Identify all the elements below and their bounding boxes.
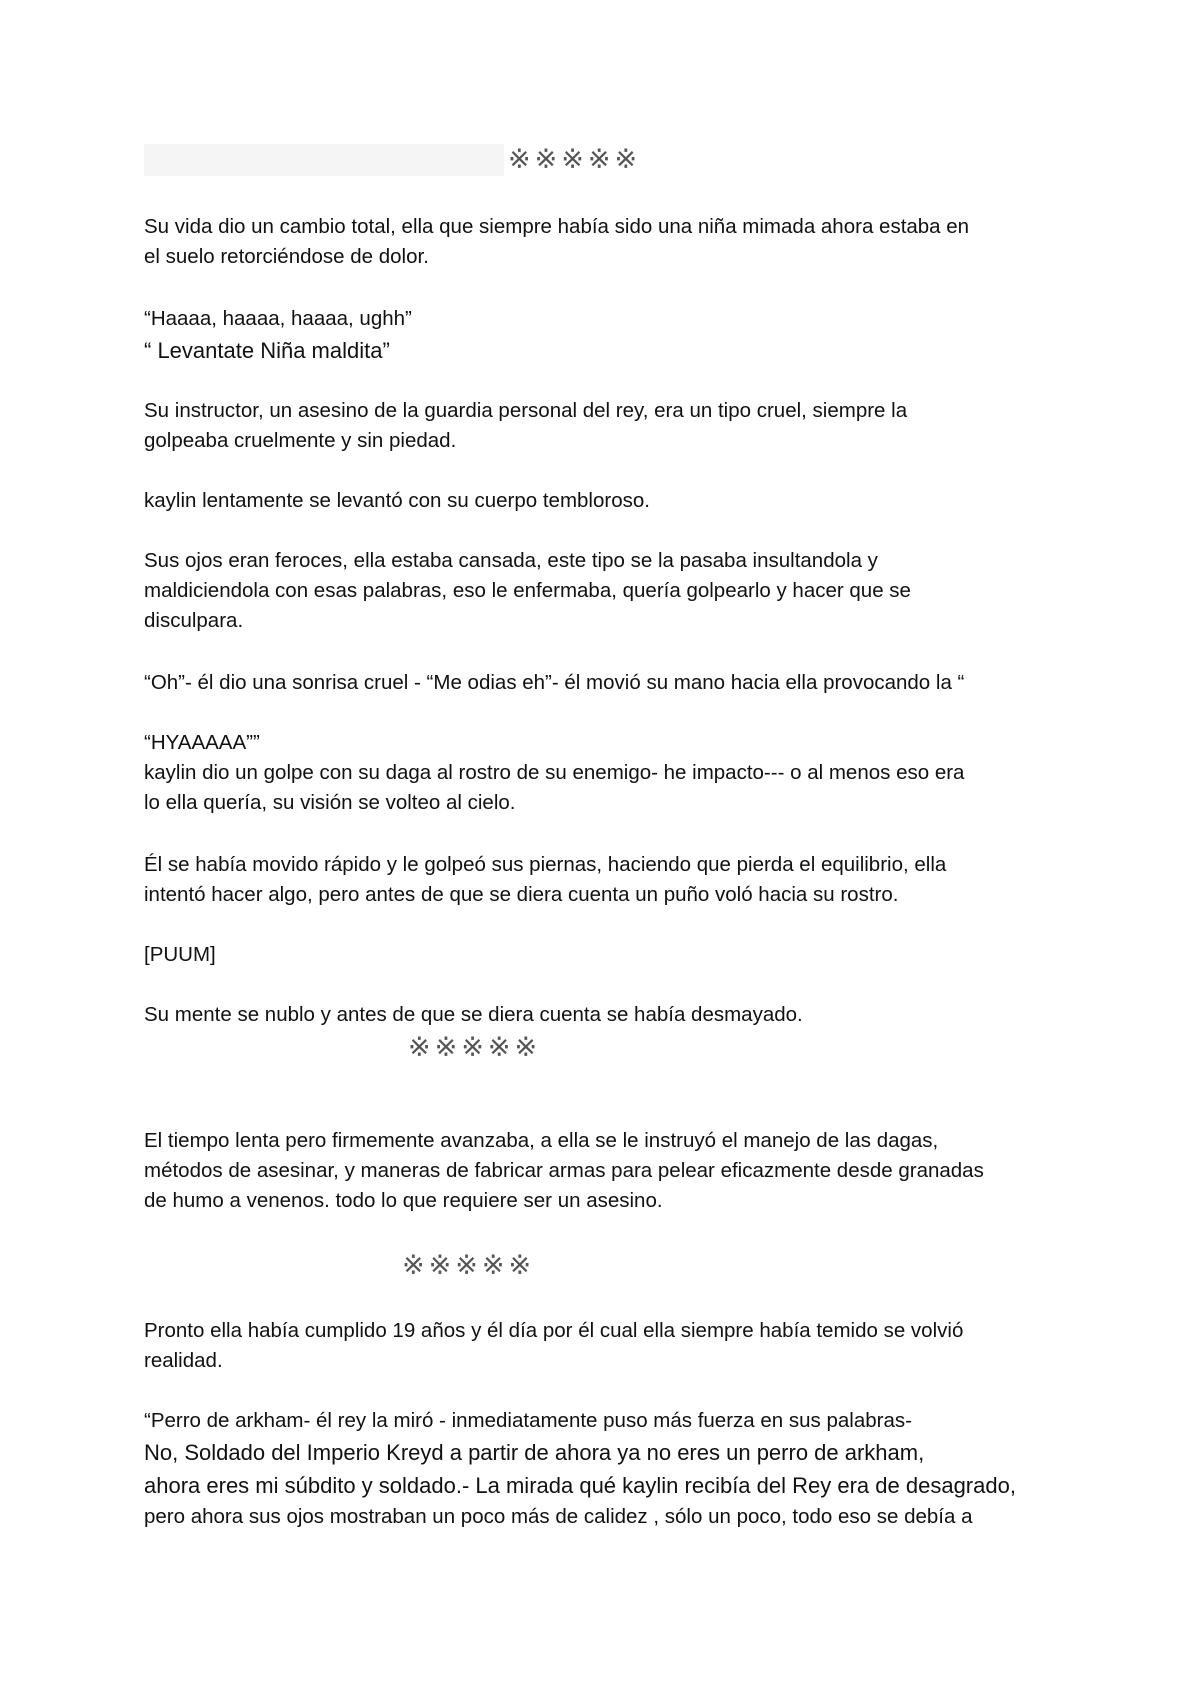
sound-effect <box>144 940 1064 970</box>
dialogue-line-1 <box>144 304 1064 334</box>
paragraph-line: “Haaaa, haaaa, haaaa, ughh” <box>144 307 412 330</box>
paragraph-5 <box>144 668 1064 698</box>
paragraph-line: “Oh”- él dio una sonrisa cruel - “Me odias eh”- él movió su mano hacia ella provocando la “ <box>144 671 965 694</box>
paragraph-line: “ Levantate Niña maldita” <box>144 338 390 363</box>
paragraph-line: de humo a venenos. todo lo que requiere ser un asesino. <box>144 1189 663 1212</box>
paragraph-3 <box>144 486 1064 516</box>
paragraph-line: intentó hacer algo, pero antes de que se diera cuenta un puño voló hacia su rostro. <box>144 883 899 906</box>
scene-divider-2: ※※※※※ <box>408 1032 542 1063</box>
paragraph-line: No, Soldado del Imperio Kreyd a partir de ahora ya no eres un perro de arkham, <box>144 1440 925 1465</box>
paragraph-11 <box>144 1406 1064 1436</box>
paragraph-line: maldiciendola con esas palabras, eso le enfermaba, quería golpearlo y hacer que se <box>144 579 911 602</box>
paragraph-line: Su mente se nublo y antes de que se diera cuenta se había desmayado. <box>144 1003 803 1026</box>
paragraph-line: ahora eres mi súbdito y soldado.- La mirada qué kaylin recibía del Rey era de desagrado, <box>144 1473 1016 1498</box>
dialogue-line-2 <box>144 334 1064 367</box>
scene-divider-1: ※※※※※ <box>508 144 642 175</box>
paragraph-line: realidad. <box>144 1349 223 1372</box>
paragraph-line: Sus ojos eran feroces, ella estaba cansada, este tipo se la pasaba insultandola y <box>144 549 878 572</box>
paragraph-8 <box>144 1000 1064 1030</box>
paragraph-line: el suelo retorciéndose de dolor. <box>144 245 429 268</box>
paragraph-line: disculpara. <box>144 609 244 632</box>
paragraph-line: “HYAAAAA”” <box>144 731 260 754</box>
paragraph-line: Su instructor, un asesino de la guardia personal del rey, era un tipo cruel, siempre la <box>144 399 908 422</box>
paragraph-6 <box>144 728 1064 818</box>
paragraph-line: golpeaba cruelmente y sin piedad. <box>144 429 457 452</box>
paragraph-2 <box>144 396 1064 456</box>
paragraph-line: Su vida dio un cambio total, ella que siempre había sido una niña mimada ahora estaba en <box>144 215 970 238</box>
paragraph-line: Pronto ella había cumplido 19 años y él día por él cual ella siempre había temido se volvió <box>144 1319 964 1342</box>
paragraph-line: “Perro de arkham- él rey la miró - inmediatamente puso más fuerza en sus palabras- <box>144 1409 912 1432</box>
paragraph-10 <box>144 1316 1064 1376</box>
paragraph-line: Él se había movido rápido y le golpeó sus piernas, haciendo que pierda el equilibrio, ella <box>144 853 947 876</box>
paragraph-line: lo ella quería, su visión se volteo al cielo. <box>144 791 516 814</box>
highlight-shade <box>144 144 504 176</box>
paragraph-line: pero ahora sus ojos mostraban un poco más de calidez , sólo un poco, todo eso se debía a <box>144 1505 973 1528</box>
paragraph-line: El tiempo lenta pero firmemente avanzaba, a ella se le instruyó el manejo de las dagas, <box>144 1129 939 1152</box>
scene-divider-3: ※※※※※ <box>402 1250 536 1281</box>
paragraph-line: kaylin dio un golpe con su daga al rostro de su enemigo- he impacto--- o al menos eso era <box>144 761 965 784</box>
paragraph-7 <box>144 850 1064 910</box>
paragraph-line: [PUUM] <box>144 943 216 966</box>
paragraph-9 <box>144 1126 1064 1216</box>
paragraph-12 <box>144 1436 1064 1532</box>
paragraph-4 <box>144 546 1064 636</box>
paragraph-line: métodos de asesinar, y maneras de fabricar armas para pelear eficazmente desde granadas <box>144 1159 984 1182</box>
paragraph-1 <box>144 212 1064 272</box>
paragraph-line: kaylin lentamente se levantó con su cuerpo tembloroso. <box>144 489 650 512</box>
